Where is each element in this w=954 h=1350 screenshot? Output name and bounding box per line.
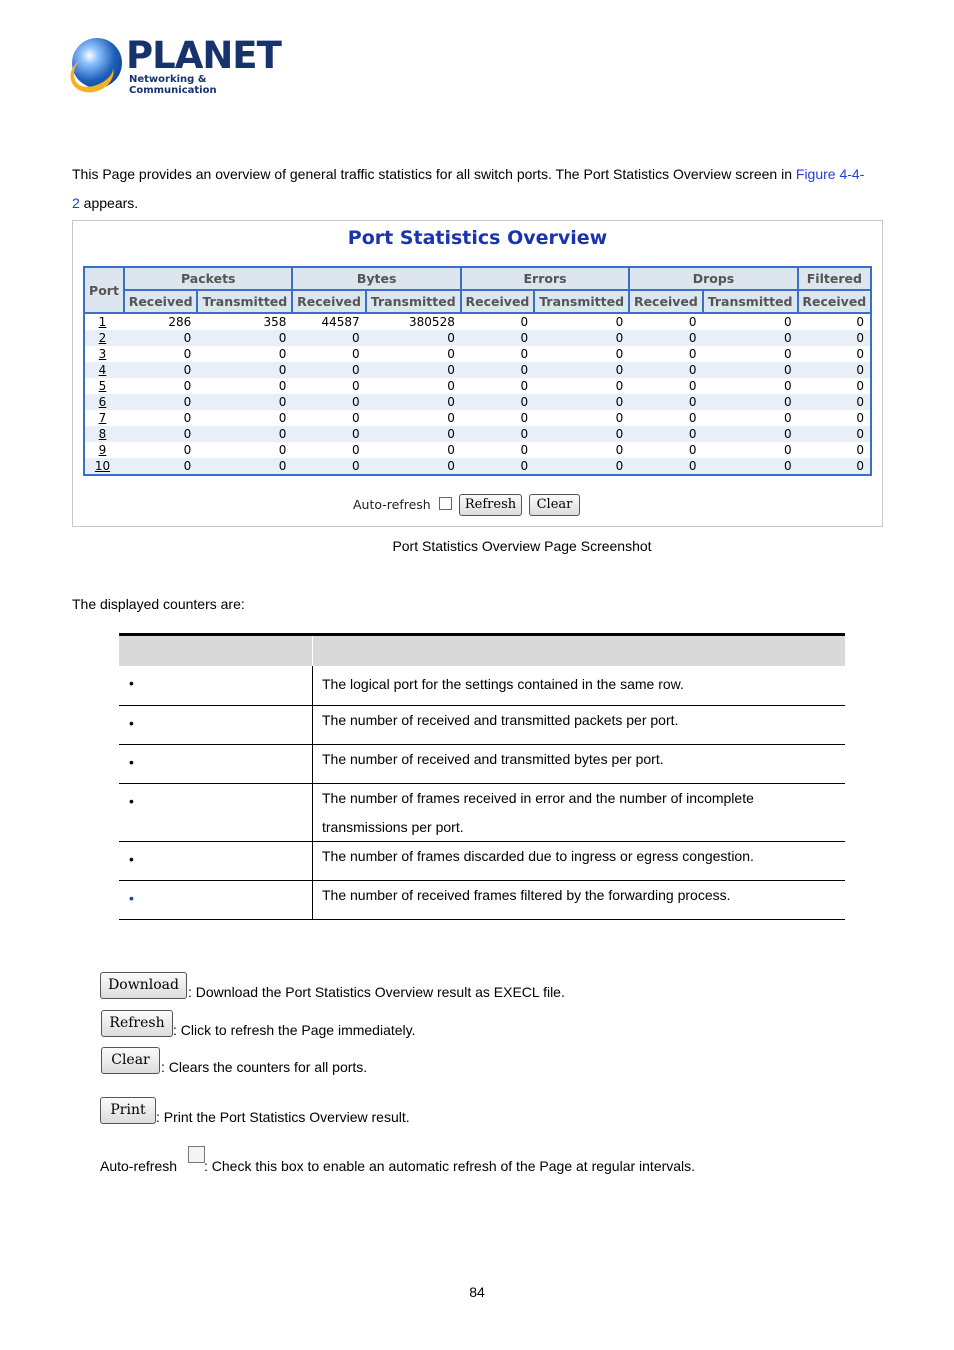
counter-cell: 0 <box>366 442 461 458</box>
counter-cell: 0 <box>798 362 871 378</box>
counter-cell: 0 <box>703 394 798 410</box>
counter-cell: 0 <box>292 362 365 378</box>
subheader-received: Received <box>292 290 365 313</box>
counter-cell: 0 <box>534 378 629 394</box>
table-row <box>84 458 871 475</box>
auto-refresh-row <box>73 493 882 517</box>
counter-cell: 0 <box>124 330 197 346</box>
counter-cell: 0 <box>534 313 629 330</box>
counter-cell: 0 <box>461 313 534 330</box>
counter-cell: 0 <box>461 442 534 458</box>
counter-cell: 0 <box>629 313 702 330</box>
download-help-text: : Download the Port Statistics Overview result as EXECL file. <box>188 984 565 1000</box>
counter-cell: 0 <box>366 378 461 394</box>
counter-cell: 0 <box>292 330 365 346</box>
auto-refresh-help-label: Auto-refresh <box>100 1158 178 1174</box>
description-text: The number of received frames filtered by the forwarding process. <box>322 887 731 903</box>
bullet: • <box>129 851 134 867</box>
counter-cell: 0 <box>703 426 798 442</box>
table-row <box>84 362 871 378</box>
table-row <box>84 426 871 442</box>
counter-cell: 0 <box>703 330 798 346</box>
counter-cell: 0 <box>124 346 197 362</box>
table-row <box>84 378 871 394</box>
download-button[interactable]: Download <box>100 972 187 999</box>
bullet: • <box>129 715 134 731</box>
planet-logo <box>72 34 281 96</box>
counter-cell: 0 <box>124 362 197 378</box>
refresh-button[interactable]: Refresh <box>459 494 522 516</box>
header-drops: Drops <box>629 267 797 290</box>
counter-cell: 0 <box>292 458 365 475</box>
port-link[interactable]: 8 <box>98 427 107 441</box>
header-filtered: Filtered <box>798 267 871 290</box>
counter-cell: 0 <box>124 442 197 458</box>
table-row <box>119 745 845 784</box>
counter-cell: 0 <box>292 410 365 426</box>
counter-cell: 0 <box>461 410 534 426</box>
table-row <box>84 410 871 426</box>
counter-cell: 0 <box>292 394 365 410</box>
screenshot-frame <box>72 220 883 527</box>
counter-cell: 0 <box>798 458 871 475</box>
description-text: The number of frames received in error and the number of incomplete transmissions per port. <box>322 790 754 835</box>
counters-table <box>119 633 845 922</box>
counter-cell: 0 <box>703 458 798 475</box>
subheader-transmitted: Transmitted <box>703 290 798 313</box>
header-packets: Packets <box>124 267 292 290</box>
counter-cell: 0 <box>703 346 798 362</box>
counter-cell: 0 <box>534 410 629 426</box>
intro-paragraph <box>72 160 872 218</box>
counter-cell: 0 <box>703 442 798 458</box>
counter-cell: 0 <box>629 426 702 442</box>
auto-refresh-help <box>100 1146 800 1176</box>
counter-cell: 0 <box>798 330 871 346</box>
counter-cell: 0 <box>461 330 534 346</box>
counter-cell: 0 <box>366 458 461 475</box>
counter-cell: 0 <box>461 394 534 410</box>
counter-cell: 0 <box>703 362 798 378</box>
counter-cell: 0 <box>124 394 197 410</box>
refresh-button[interactable]: Refresh <box>101 1010 173 1037</box>
page-number: 84 <box>469 1284 485 1300</box>
counter-cell: 0 <box>461 362 534 378</box>
counter-cell: 0 <box>534 426 629 442</box>
figure-link[interactable]: Figure 4-4-2 <box>72 166 865 211</box>
counter-cell: 0 <box>629 394 702 410</box>
description-text: The number of received and transmitted bytes per port. <box>322 751 664 767</box>
counter-cell: 0 <box>461 378 534 394</box>
port-link[interactable]: 1 <box>98 315 107 329</box>
refresh-help-text: : Click to refresh the Page immediately. <box>173 1022 416 1038</box>
subheader-received: Received <box>124 290 197 313</box>
counter-cell: 0 <box>124 458 197 475</box>
counter-cell: 0 <box>461 458 534 475</box>
header-port: Port <box>84 267 124 313</box>
auto-refresh-checkbox[interactable] <box>439 497 452 510</box>
table-row <box>84 330 871 346</box>
description-text: The number of frames discarded due to ingress or egress congestion. <box>322 848 754 864</box>
auto-refresh-help-text: : Check this box to enable an automatic refresh of the Page at regular intervals. <box>204 1158 696 1174</box>
print-help-text: : Print the Port Statistics Overview result. <box>156 1109 410 1125</box>
counter-cell: 0 <box>461 346 534 362</box>
table-header <box>119 636 845 666</box>
port-link[interactable]: 2 <box>98 331 107 345</box>
port-cell <box>84 362 124 378</box>
counter-cell: 358 <box>197 313 292 330</box>
counter-cell: 0 <box>798 394 871 410</box>
port-cell <box>84 313 124 330</box>
counter-cell: 0 <box>534 394 629 410</box>
table-row <box>119 881 845 919</box>
counter-cell: 0 <box>629 458 702 475</box>
bullet: • <box>129 754 134 770</box>
port-cell <box>84 394 124 410</box>
port-link[interactable]: 4 <box>98 363 107 377</box>
counter-cell: 0 <box>629 362 702 378</box>
counter-cell: 0 <box>197 410 292 426</box>
clear-button[interactable]: Clear <box>529 494 580 516</box>
counter-cell: 0 <box>124 378 197 394</box>
table-row <box>119 666 845 706</box>
counter-cell: 0 <box>292 442 365 458</box>
counter-cell: 0 <box>629 378 702 394</box>
bullet: • <box>129 890 134 906</box>
subheader-received: Received <box>629 290 702 313</box>
counter-cell: 0 <box>366 346 461 362</box>
port-link[interactable]: 7 <box>98 411 107 425</box>
intro-text-end: appears. <box>79 195 139 211</box>
counter-cell: 0 <box>366 362 461 378</box>
counter-cell: 0 <box>197 458 292 475</box>
counter-cell: 0 <box>534 346 629 362</box>
table-row <box>84 313 871 330</box>
logo-tagline: Networking & Communication <box>129 74 217 96</box>
counter-cell: 0 <box>798 313 871 330</box>
counter-cell: 0 <box>124 426 197 442</box>
header-errors: Errors <box>461 267 629 290</box>
port-link[interactable]: 6 <box>98 395 107 409</box>
counter-cell: 0 <box>798 346 871 362</box>
port-link[interactable]: 5 <box>98 379 107 393</box>
port-cell <box>84 346 124 362</box>
auto-refresh-label: Auto-refresh <box>353 497 431 512</box>
counter-cell: 0 <box>292 378 365 394</box>
subheader-transmitted: Transmitted <box>197 290 292 313</box>
subheader-received: Received <box>461 290 534 313</box>
auto-refresh-checkbox[interactable] <box>188 1146 205 1163</box>
bullet: • <box>129 675 134 691</box>
table-row <box>119 842 845 881</box>
counter-cell: 0 <box>629 442 702 458</box>
counter-cell: 0 <box>197 394 292 410</box>
port-statistics-table <box>83 266 872 476</box>
table-row <box>119 784 845 842</box>
table-row <box>84 346 871 362</box>
counter-cell: 0 <box>629 410 702 426</box>
counter-cell: 0 <box>534 442 629 458</box>
counter-cell: 0 <box>366 330 461 346</box>
clear-button[interactable]: Clear <box>101 1047 160 1074</box>
counter-cell: 44587 <box>292 313 365 330</box>
counter-cell: 0 <box>629 346 702 362</box>
header-bytes: Bytes <box>292 267 460 290</box>
counter-cell: 0 <box>366 426 461 442</box>
counter-cell: 0 <box>703 313 798 330</box>
counter-cell: 0 <box>798 442 871 458</box>
counter-cell: 0 <box>798 378 871 394</box>
port-cell <box>84 426 124 442</box>
counter-cell: 0 <box>534 362 629 378</box>
counter-cell: 0 <box>292 346 365 362</box>
counter-cell: 0 <box>197 330 292 346</box>
port-link[interactable]: 9 <box>98 443 107 457</box>
clear-help-text: : Clears the counters for all ports. <box>161 1059 368 1075</box>
counter-cell: 0 <box>197 362 292 378</box>
counter-cell: 0 <box>629 330 702 346</box>
counter-cell: 0 <box>366 394 461 410</box>
port-cell <box>84 458 124 475</box>
description-text: The logical port for the settings contained in the same row. <box>322 676 684 692</box>
subheader-transmitted: Transmitted <box>534 290 629 313</box>
figure-caption: Port Statistics Overview Page Screenshot <box>392 538 652 554</box>
port-link[interactable]: 10 <box>94 459 111 473</box>
counter-cell: 0 <box>703 410 798 426</box>
counter-cell: 0 <box>366 410 461 426</box>
port-cell <box>84 330 124 346</box>
description-text: The number of received and transmitted packets per port. <box>322 712 679 728</box>
counter-cell: 0 <box>461 426 534 442</box>
counter-cell: 0 <box>534 458 629 475</box>
table-row <box>84 442 871 458</box>
intro-text: This Page provides an overview of general traffic statistics for all switch ports. The Port Statistics Overview screen in <box>72 166 796 182</box>
counters-intro: The displayed counters are: <box>72 596 245 612</box>
counter-cell: 0 <box>534 330 629 346</box>
port-cell <box>84 442 124 458</box>
table-row <box>84 394 871 410</box>
counter-cell: 286 <box>124 313 197 330</box>
subheader-transmitted: Transmitted <box>366 290 461 313</box>
counter-cell: 0 <box>798 426 871 442</box>
counter-cell: 0 <box>124 410 197 426</box>
counter-cell: 0 <box>798 410 871 426</box>
port-link[interactable]: 3 <box>98 347 107 361</box>
counter-cell: 0 <box>703 378 798 394</box>
counter-cell: 0 <box>197 442 292 458</box>
bullet: • <box>129 793 134 809</box>
counter-cell: 0 <box>197 346 292 362</box>
screenshot-title: Port Statistics Overview <box>347 227 608 249</box>
port-cell <box>84 378 124 394</box>
counter-cell: 380528 <box>366 313 461 330</box>
print-button[interactable]: Print <box>100 1097 156 1124</box>
table-bottom-rule <box>119 919 845 922</box>
table-row <box>119 706 845 745</box>
logo-name: PLANET <box>126 34 281 77</box>
counter-cell: 0 <box>292 426 365 442</box>
counter-cell: 0 <box>197 378 292 394</box>
subheader-received: Received <box>798 290 871 313</box>
counter-cell: 0 <box>197 426 292 442</box>
port-cell <box>84 410 124 426</box>
